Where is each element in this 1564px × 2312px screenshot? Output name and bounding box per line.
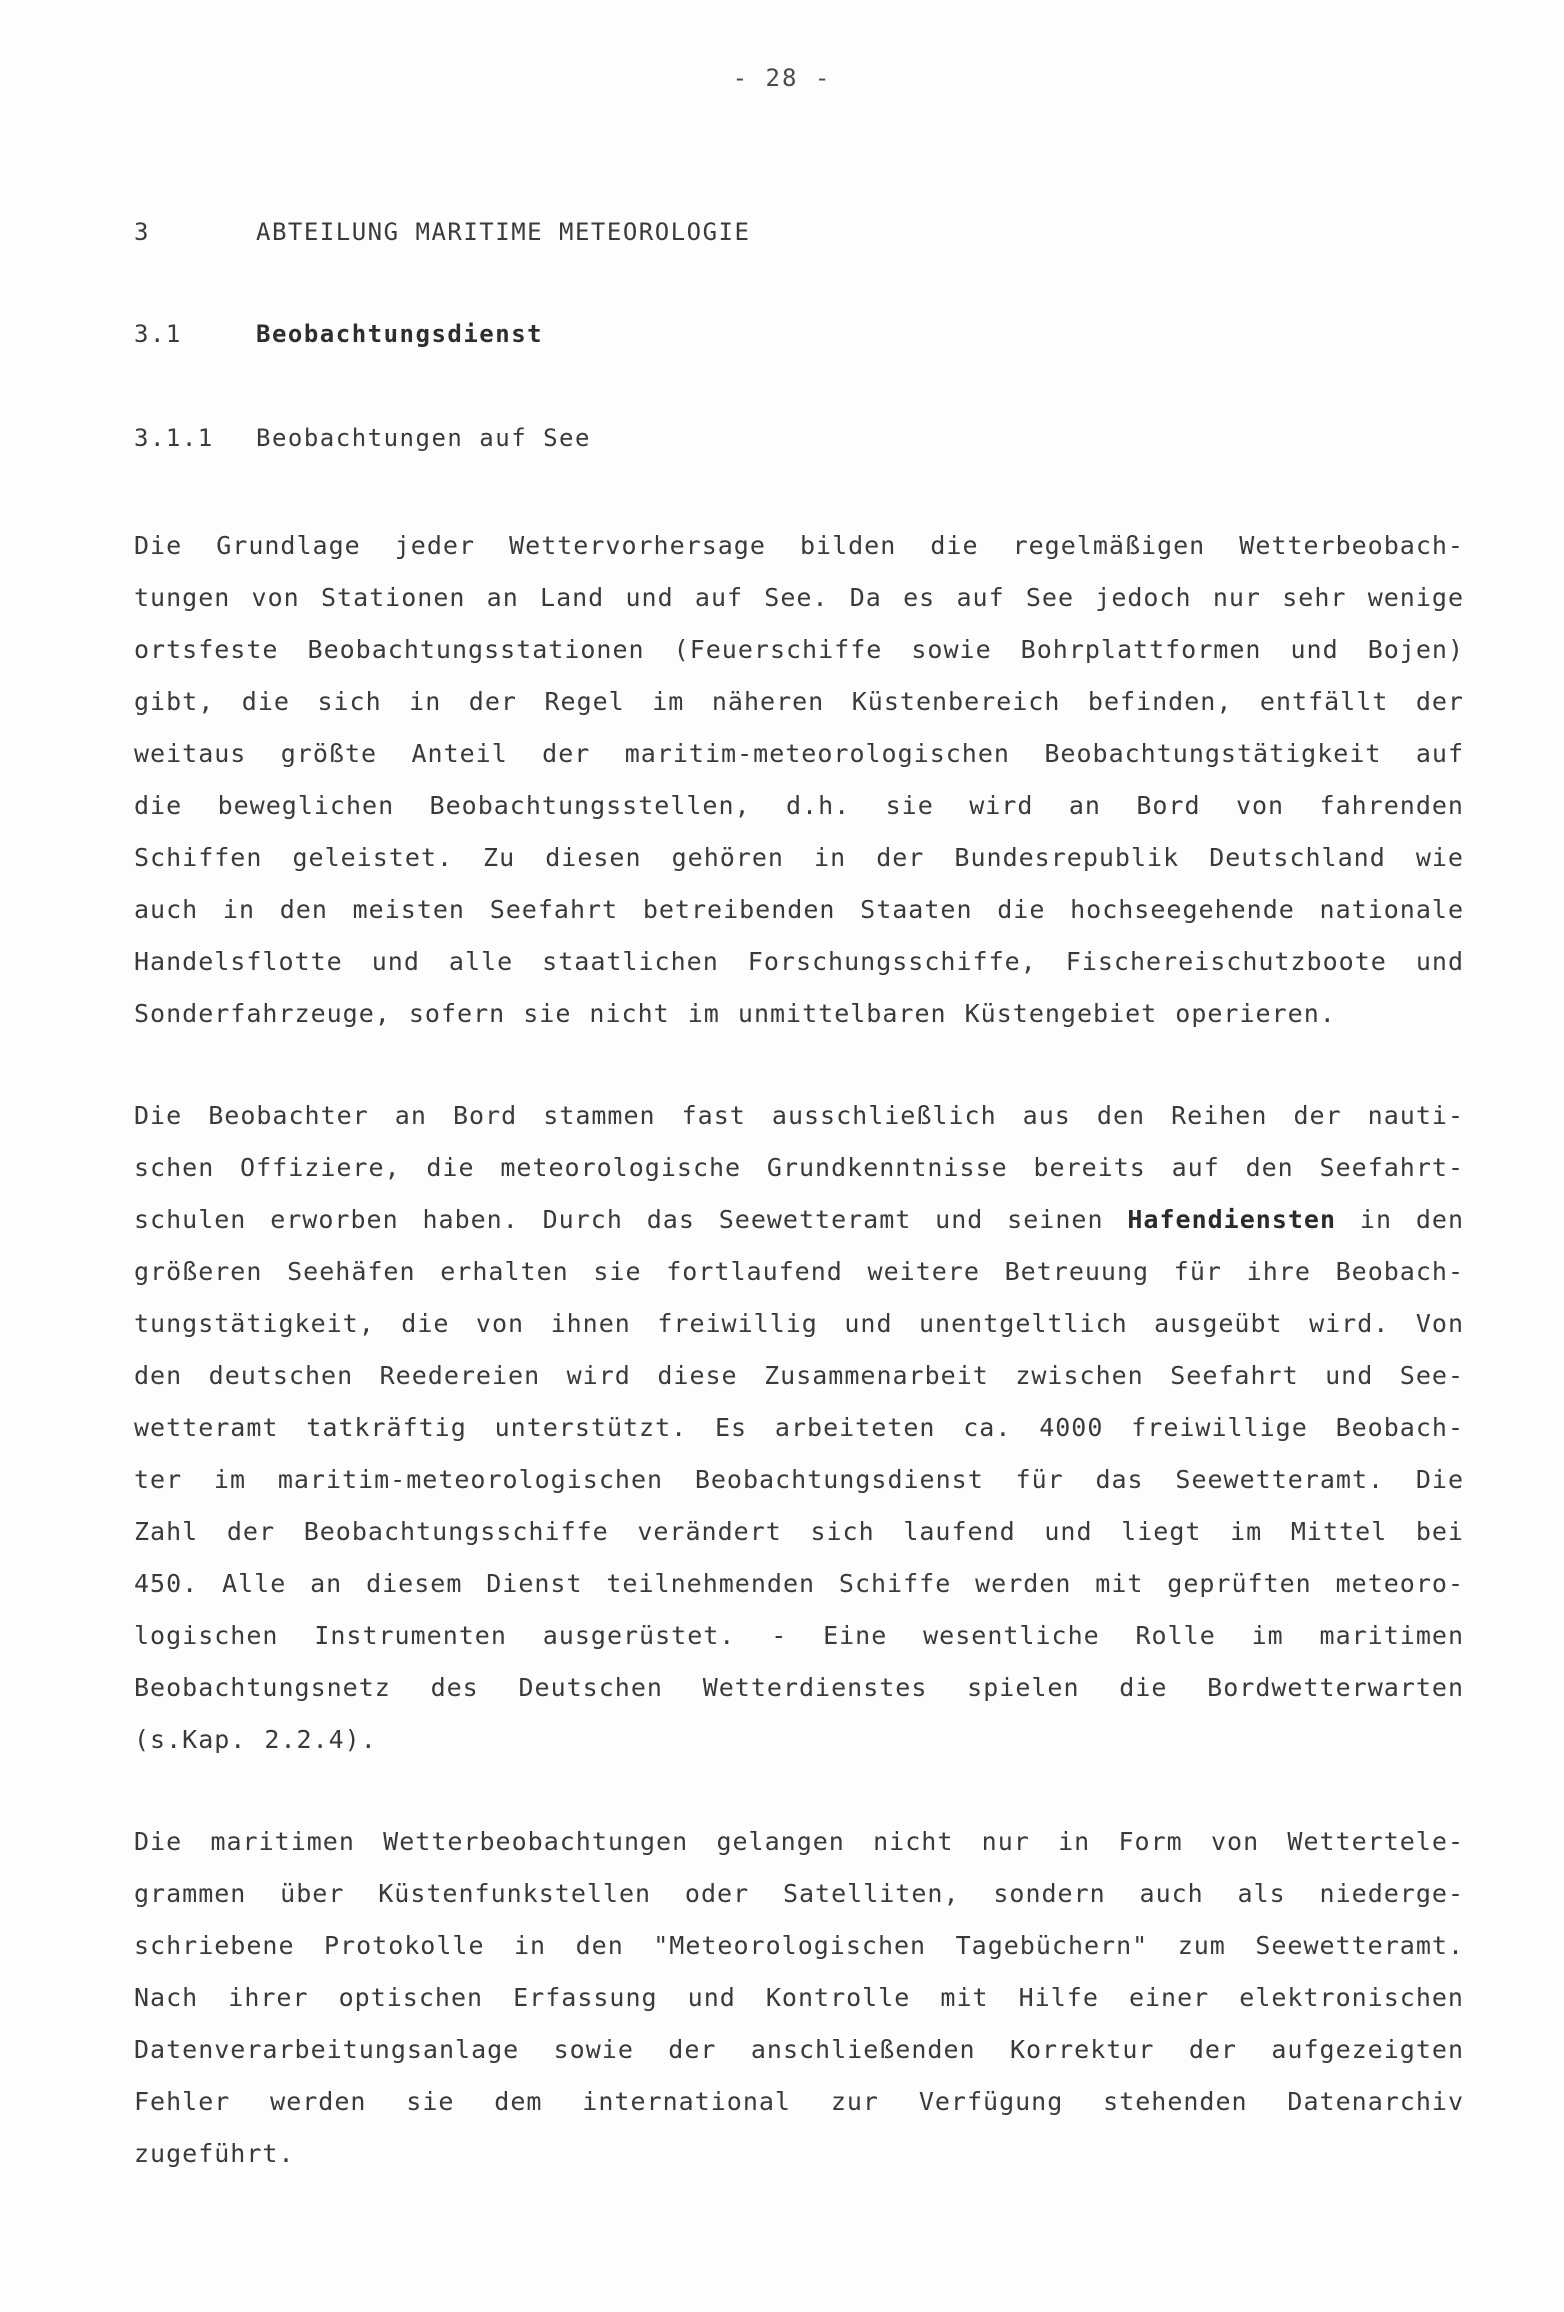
paragraph-line: Handelsflotte und alle staatlichen Forschungsschiffe, Fischereischutzboote und xyxy=(134,947,1464,976)
paragraph-line: logischen Instrumenten ausgerüstet. - Eine wesentliche Rolle im maritimen xyxy=(134,1621,1464,1650)
section-title: ABTEILUNG MARITIME METEOROLOGIE xyxy=(256,218,751,246)
paragraph-line: Die maritimen Wetterbeobachtungen gelangen nicht nur in Form von Wettertele- xyxy=(134,1827,1464,1856)
paragraph-line: grammen über Küstenfunkstellen oder Satelliten, sondern auch als niederge- xyxy=(134,1879,1464,1908)
line-text: in den xyxy=(1359,1205,1464,1234)
paragraph-line: Die Beobachter an Bord stammen fast ausschließlich aus den Reihen der nauti- xyxy=(134,1101,1464,1130)
subsubsection-number: 3.1.1 xyxy=(134,424,214,452)
paragraph-line: zugeführt. xyxy=(134,2139,295,2168)
paragraph-line: Nach ihrer optischen Erfassung und Kontrolle mit Hilfe einer elektronischen xyxy=(134,1983,1464,2012)
paragraph-line: den deutschen Reedereien wird diese Zusammenarbeit zwischen Seefahrt und See- xyxy=(134,1361,1464,1390)
paragraph-line: ter im maritim-meteorologischen Beobachtungsdienst für das Seewetteramt. Die xyxy=(134,1465,1464,1494)
paragraph-line: schen Offiziere, die meteorologische Grundkenntnisse bereits auf den Seefahrt- xyxy=(134,1153,1464,1182)
paragraph-line: Schiffen geleistet. Zu diesen gehören in der Bundesrepublik Deutschland wie xyxy=(134,843,1464,872)
subsubsection-title: Beobachtungen auf See xyxy=(256,424,591,452)
paragraph-line: tungen von Stationen an Land und auf See. Da es auf See jedoch nur sehr wenige xyxy=(134,583,1464,612)
paragraph-line: Fehler werden sie dem international zur Verfügung stehenden Datenarchiv xyxy=(134,2087,1464,2116)
paragraph-line: wetteramt tatkräftig unterstützt. Es arbeiteten ca. 4000 freiwillige Beobach- xyxy=(134,1413,1464,1442)
paragraph-line: schriebene Protokolle in den "Meteorologischen Tagebüchern" zum Seewetteramt. xyxy=(134,1931,1464,1960)
paragraph-line: (s.Kap. 2.2.4). xyxy=(134,1725,377,1754)
page-number: - 28 - xyxy=(732,64,832,92)
bold-term: Hafendiensten xyxy=(1127,1205,1337,1234)
section-number: 3 xyxy=(134,218,150,246)
paragraph-1 xyxy=(134,520,1464,1040)
paragraph-line: die beweglichen Beobachtungsstellen, d.h. sie wird an Bord von fahrenden xyxy=(134,791,1464,820)
paragraph-line-mixed xyxy=(134,1194,1464,1246)
paragraph-line: auch in den meisten Seefahrt betreibenden Staaten die hochseegehende nationale xyxy=(134,895,1464,924)
paragraph-line: gibt, die sich in der Regel im näheren Küstenbereich befinden, entfällt der xyxy=(134,687,1464,716)
paragraph-line: Datenverarbeitungsanlage sowie der anschließenden Korrektur der aufgezeigten xyxy=(134,2035,1464,2064)
paragraph-line: Sonderfahrzeuge, sofern sie nicht im unmittelbaren Küstengebiet operieren. xyxy=(134,999,1336,1028)
section-heading xyxy=(134,218,750,246)
paragraph-line: 450. Alle an diesem Dienst teilnehmenden Schiffe werden mit geprüften meteoro- xyxy=(134,1569,1464,1598)
subsection-title: Beobachtungsdienst xyxy=(256,320,544,348)
subsection-number: 3.1 xyxy=(134,320,182,348)
paragraph-line: tungstätigkeit, die von ihnen freiwillig und unentgeltlich ausgeübt wird. Von xyxy=(134,1309,1464,1338)
paragraph-3 xyxy=(134,1816,1464,2180)
subsubsection-heading xyxy=(134,424,591,452)
paragraph-line: Beobachtungsnetz des Deutschen Wetterdienstes spielen die Bordwetterwarten xyxy=(134,1673,1464,1702)
paragraph-line: Zahl der Beobachtungsschiffe verändert sich laufend und liegt im Mittel bei xyxy=(134,1517,1464,1546)
paragraph-2 xyxy=(134,1090,1464,1766)
paragraph-line: ortsfeste Beobachtungsstationen (Feuerschiffe sowie Bohrplattformen und Bojen) xyxy=(134,635,1464,664)
paragraph-line: größeren Seehäfen erhalten sie fortlaufend weitere Betreuung für ihre Beobach- xyxy=(134,1257,1464,1286)
subsection-heading xyxy=(134,320,543,348)
paragraph-line: weitaus größte Anteil der maritim-meteorologischen Beobachtungstätigkeit auf xyxy=(134,739,1464,768)
line-text: schulen erworben haben. Durch das Seewetteramt und seinen xyxy=(134,1205,1104,1234)
paragraph-line: Die Grundlage jeder Wettervorhersage bilden die regelmäßigen Wetterbeobach- xyxy=(134,531,1464,560)
